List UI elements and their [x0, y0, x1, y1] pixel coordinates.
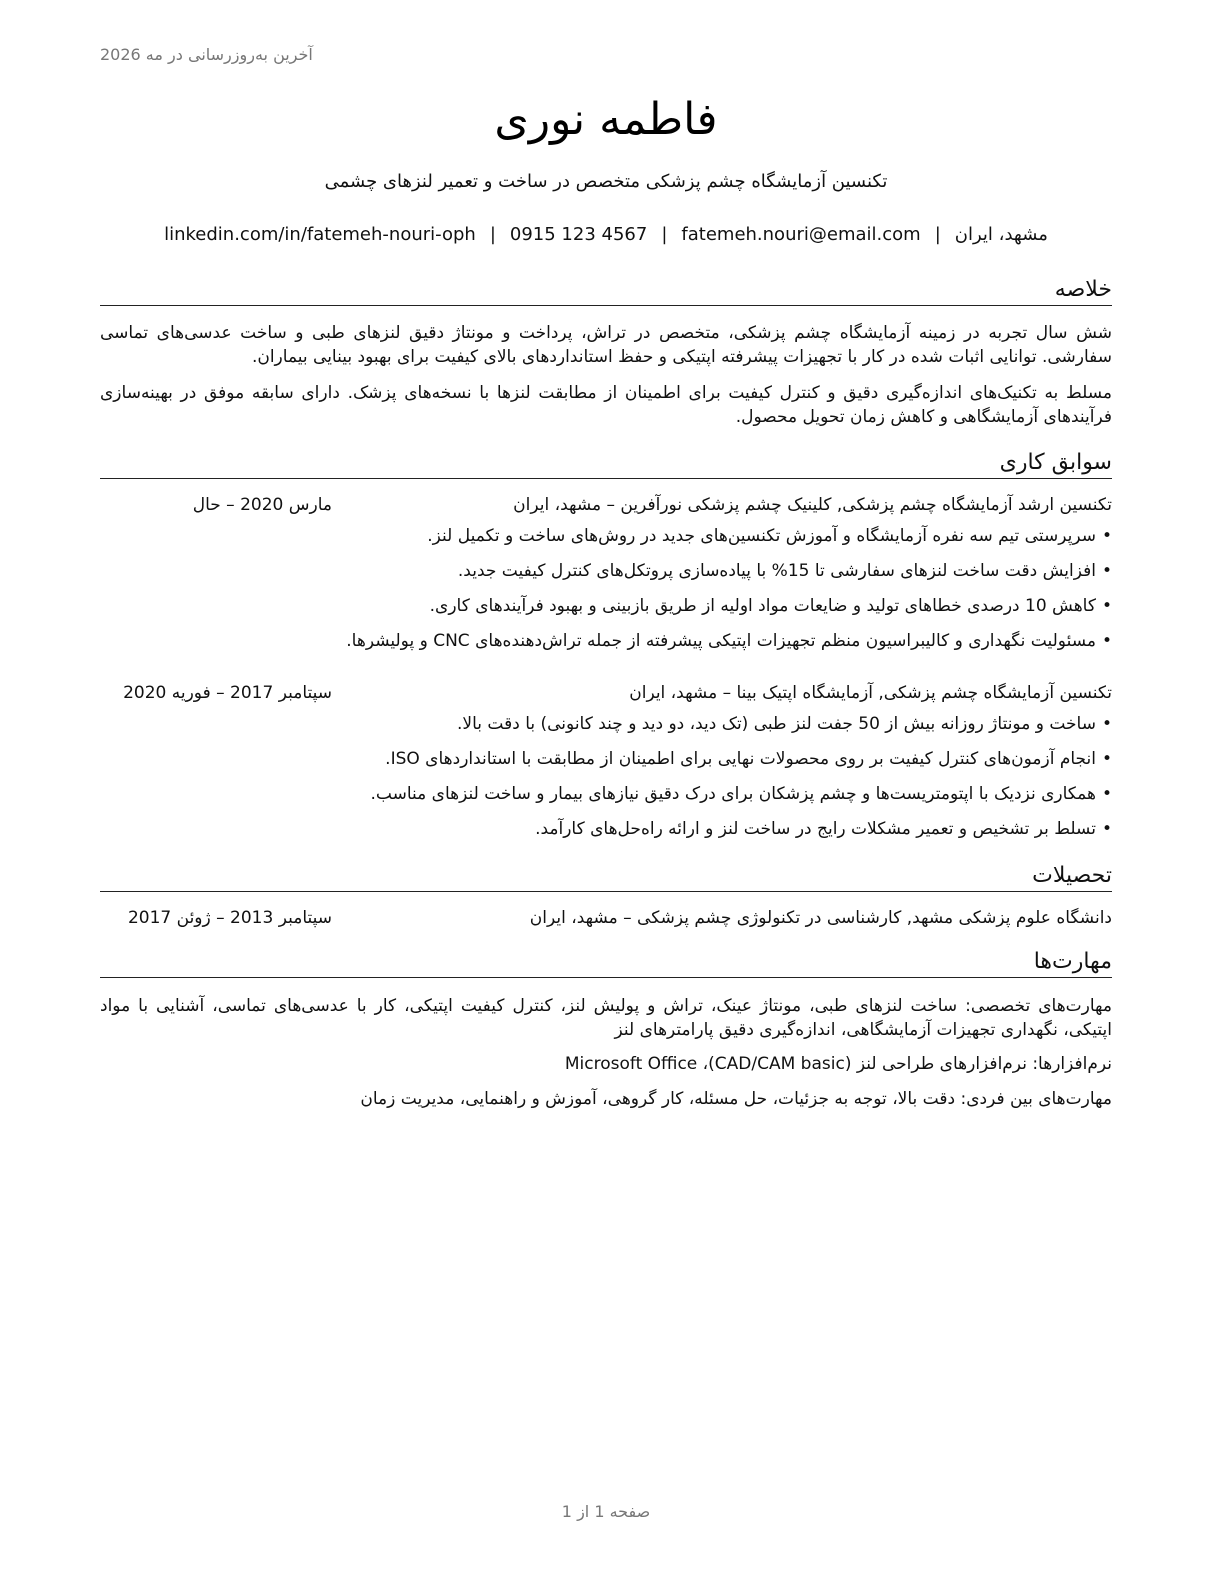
- page-number: صفحه 1 از 1: [561, 1502, 651, 1521]
- job-role: تکنسین آزمایشگاه چشم پزشکی, آزمایشگاه اپتیک بینا – مشهد، ایران: [629, 683, 1112, 703]
- separator: |: [661, 224, 668, 245]
- list-item: •ساخت و مونتاژ روزانه بیش از 50 جفت لنز طبی (تک دید، دو دید و چند کانونی) با دقت بالا.: [456, 714, 1112, 734]
- list-item: •انجام آزمون‌های کنترل کیفیت بر روی محصولات نهایی برای اطمینان از مطابقت با استانداردهای ISO.: [385, 749, 1112, 769]
- job-role: تکنسین ارشد آزمایشگاه چشم پزشکی, کلینیک چشم پزشکی نورآفرین – مشهد، ایران: [513, 495, 1112, 515]
- list-item: •سرپرستی تیم سه نفره آزمایشگاه و آموزش تکنسین‌های جدید در روش‌های ساخت و تکمیل لنز.: [427, 526, 1112, 546]
- candidate-name: فاطمه نوری: [494, 94, 718, 145]
- skills-technical: مهارت‌های تخصصی: ساخت لنزهای طبی، مونتاژ عینک، تراش و پولیش لنز، کنترل کیفیت اپتیکی، کار با عدسی‌های تماسی، آشنایی با مواد اپتیکی، نگهداری تجهیزات آزمایشگاهی، اندازه‌گیری دقیق پارامترهای لنز: [100, 996, 1112, 1040]
- summary-paragraph: شش سال تجربه در زمینه آزمایشگاه چشم پزشکی، متخصص در تراش، پرداخت و مونتاژ دقیق لنزهای طبی و ساخت عدسی‌های تماسی سفارشی. توانایی اثبات شده در کار با تجهیزات پیشرفته اپتیکی و حفظ استانداردهای بالای کیفیت برای بهبود بینایی بیماران.: [100, 323, 1112, 367]
- separator: |: [489, 224, 496, 245]
- section-title-skills: مهارت‌ها: [100, 948, 1112, 978]
- last-updated-note: آخرین به‌روزرسانی در مه 2026: [100, 45, 313, 64]
- linkedin-link[interactable]: linkedin.com/in/fatemeh-nouri-oph: [164, 224, 476, 245]
- summary-paragraph: مسلط به تکنیک‌های اندازه‌گیری دقیق و کنترل کیفیت برای اطمینان از مطابقت لنزها با نسخه‌های پزشک. دارای سابقه موفق در بهینه‌سازی فرآیندهای آزمایشگاهی و کاهش زمان تحویل محصول.: [100, 383, 1112, 427]
- list-item: •کاهش 10 درصدی خطاهای تولید و ضایعات مواد اولیه از طریق بازبینی و بهبود فرآیندهای کاری.: [429, 596, 1112, 616]
- professional-title: تکنسین آزمایشگاه چشم پزشکی متخصص در ساخت و تعمیر لنزهای چشمی: [324, 171, 888, 192]
- section-title-summary: خلاصه: [100, 276, 1112, 306]
- list-item: •تسلط بر تشخیص و تعمیر مشکلات رایج در ساخت لنز و ارائه راه‌حل‌های کارآمد.: [535, 819, 1112, 839]
- job-header: [100, 681, 1112, 705]
- education-dates: سپتامبر 2013 – ژوئن 2017: [127, 908, 332, 928]
- job-bullets: [100, 712, 1112, 852]
- skills-soft: مهارت‌های بین فردی: دقت بالا، توجه به جزئیات، حل مسئله، کار گروهی، آموزش و راهنمایی، مدیریت زمان: [360, 1089, 1112, 1109]
- separator: |: [934, 224, 941, 245]
- contact-line: [100, 223, 1112, 247]
- list-item: •همکاری نزدیک با اپتومتریست‌ها و چشم پزشکان برای درک دقیق نیازهای بیمار و ساخت لنزهای مناسب.: [370, 784, 1112, 804]
- job-dates: سپتامبر 2017 – فوریه 2020: [123, 683, 332, 703]
- job-header: [100, 493, 1112, 517]
- resume-page: [100, 0, 1112, 1584]
- education-entry: [100, 906, 1112, 930]
- email-link[interactable]: fatemeh.nouri@email.com: [681, 224, 921, 245]
- job-bullets: [100, 524, 1112, 664]
- section-title-experience: سوابق کاری: [100, 449, 1112, 479]
- list-item: •مسئولیت نگهداری و کالیبراسیون منظم تجهیزات اپتیکی پیشرفته از جمله تراش‌دهنده‌های CNC و پولیشرها.: [346, 631, 1112, 651]
- job-dates: مارس 2020 – حال: [192, 495, 332, 515]
- phone-number[interactable]: 0915 123 4567: [509, 224, 648, 245]
- location: مشهد، ایران: [954, 224, 1048, 245]
- skills-software: نرم‌افزارها: نرم‌افزارهای طراحی لنز (CAD/CAM basic)، Microsoft Office: [564, 1054, 1112, 1074]
- section-title-education: تحصیلات: [100, 862, 1112, 892]
- education-degree: دانشگاه علوم پزشکی مشهد, کارشناسی در تکنولوژی چشم پزشکی – مشهد، ایران: [529, 908, 1112, 928]
- list-item: •افزایش دقت ساخت لنزهای سفارشی تا 15% با پیاده‌سازی پروتکل‌های کنترل کیفیت جدید.: [457, 561, 1112, 581]
